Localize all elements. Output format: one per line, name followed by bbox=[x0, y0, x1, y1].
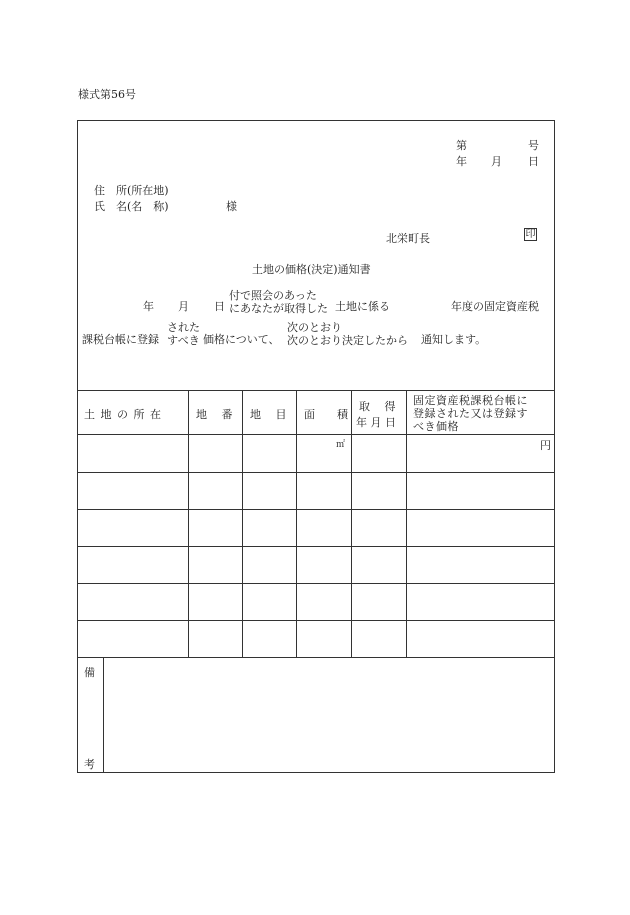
table-top-line bbox=[77, 390, 555, 391]
unit-square-meter: ㎡ bbox=[336, 440, 346, 450]
table-row-line bbox=[77, 509, 555, 510]
header-acquisition-2: 年 月 日 bbox=[356, 416, 396, 429]
header-month: 月 bbox=[491, 155, 502, 168]
header-area: 面 積 bbox=[304, 408, 348, 421]
remarks-label-bottom: 考 bbox=[84, 758, 95, 771]
body-tsuki: 月 bbox=[178, 300, 189, 313]
choice-as-follows bbox=[287, 321, 408, 347]
header-price-2: 登録された又は登録す bbox=[413, 407, 528, 420]
table-row-line bbox=[77, 583, 555, 584]
table-row-line bbox=[77, 472, 555, 473]
header-chiban: 地 番 bbox=[196, 408, 233, 421]
unit-yen: 円 bbox=[540, 439, 551, 452]
table-header-line bbox=[77, 434, 555, 435]
header-price-3: べき価格 bbox=[413, 420, 459, 433]
header-go: 号 bbox=[528, 139, 539, 152]
body-nen: 年 bbox=[143, 300, 154, 313]
remarks-divider bbox=[103, 657, 104, 773]
col-divider bbox=[188, 390, 189, 657]
table-row-line bbox=[77, 620, 555, 621]
col-divider bbox=[406, 390, 407, 657]
header-year: 年 bbox=[456, 155, 467, 168]
choice-inquiry-or-acquired bbox=[229, 289, 328, 315]
choice-registered: された bbox=[167, 321, 200, 334]
choice-as-follows-decided: 次のとおり決定したから bbox=[287, 334, 408, 347]
form-frame bbox=[77, 120, 555, 773]
header-chimoku: 地 目 bbox=[250, 408, 287, 421]
header-price-1: 固定資産税課税台帳に bbox=[413, 394, 528, 407]
header-location: 土 地 の 所 在 bbox=[84, 408, 162, 421]
table-row-line bbox=[77, 546, 555, 547]
choice-acquired: にあなたが取得した bbox=[229, 302, 328, 315]
form-number: 様式第56号 bbox=[78, 88, 136, 101]
header-acquisition-1: 取 得 bbox=[359, 400, 396, 413]
body-fixed-tax: 年度の固定資産税 bbox=[451, 300, 539, 313]
col-divider bbox=[242, 390, 243, 657]
col-divider bbox=[296, 390, 297, 657]
name-label: 氏 名(名 称) bbox=[94, 200, 169, 213]
body-hi: 日 bbox=[214, 300, 225, 313]
document-title: 土地の価格(決定)通知書 bbox=[252, 263, 371, 276]
header-dai: 第 bbox=[456, 139, 467, 152]
header-day: 日 bbox=[528, 155, 539, 168]
body-registry: 課税台帳に登録 bbox=[82, 333, 159, 346]
choice-registered-or-should bbox=[167, 321, 200, 347]
sama-label: 様 bbox=[226, 200, 237, 213]
seal-mark: 印 bbox=[525, 229, 536, 240]
col-divider bbox=[351, 390, 352, 657]
table-bottom-line bbox=[77, 657, 555, 658]
choice-inquiry: 付で照会のあった bbox=[229, 289, 317, 302]
issuer-title: 北栄町長 bbox=[386, 232, 430, 245]
choice-as-follows-top: 次のとおり bbox=[287, 321, 342, 334]
body-tsuchi: 通知します。 bbox=[421, 333, 487, 346]
address-label: 住 所(所在地) bbox=[94, 184, 169, 197]
choice-should: すべき bbox=[167, 334, 200, 347]
body-tochi-ni-kakaru: 土地に係る bbox=[335, 300, 390, 313]
remarks-label-top: 備 bbox=[84, 666, 95, 679]
body-kakaku: 価格について、 bbox=[203, 333, 280, 346]
